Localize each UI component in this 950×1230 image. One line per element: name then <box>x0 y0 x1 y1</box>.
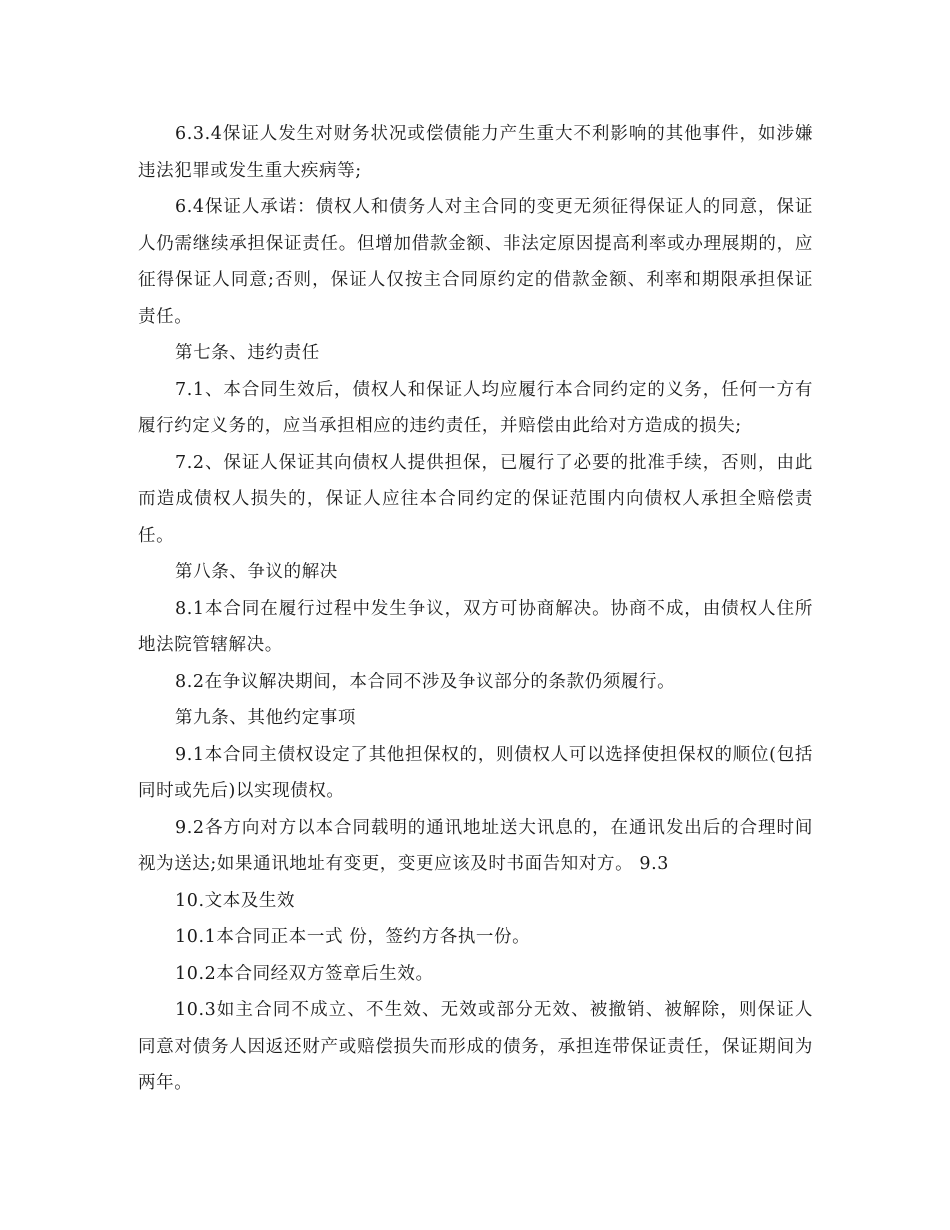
section-heading-article-10: 10.文本及生效 <box>175 890 296 911</box>
clause-6-4: 6.4保证人承诺：债权人和债务人对主合同的变更无须征得保证人的同意，保证人仍需继续承担保证责任。但增加借款金额、非法定原因提高利率或办理展期的，应征得保证人同意;否则，保证人仅按主合同原约定的借款金额、利率和期限承担保证责任。 <box>138 197 813 327</box>
section-heading-article-8: 第八条、争议的解决 <box>175 562 338 582</box>
clause-9-2: 9.2各方向对方以本合同载明的通讯地址送大讯息的，在通讯发出后的合理时间视为送达;如果通讯地址有变更，变更应该及时书面告知对方。 9.3 <box>138 817 813 874</box>
clause-6-3-4: 6.3.4保证人发生对财务状况或偿债能力产生重大不利影响的其他事件，如涉嫌违法犯罪或发生重大疾病等; <box>138 124 813 181</box>
section-heading-article-7: 第七条、违约责任 <box>175 343 320 363</box>
section-heading-article-9: 第九条、其他约定事项 <box>175 708 356 728</box>
document-body <box>138 116 813 1102</box>
clause-8-2: 8.2在争议解决期间，本合同不涉及争议部分的条款仍须履行。 <box>175 671 676 692</box>
clause-7-1: 7.1、本合同生效后，债权人和保证人均应履行本合同约定的义务，任何一方有履行约定义务的，应当承担相应的违约责任，并赔偿由此给对方造成的损失; <box>138 379 813 436</box>
clause-9-1: 9.1本合同主债权设定了其他担保权的，则债权人可以选择使担保权的顺位(包括同时或先后)以实现债权。 <box>138 744 813 801</box>
clause-10-1: 10.1本合同正本一式 份，签约方各执一份。 <box>175 927 531 947</box>
clause-8-1: 8.1本合同在履行过程中发生争议，双方可协商解决。协商不成，由债权人住所地法院管辖解决。 <box>138 598 813 655</box>
clause-10-2: 10.2本合同经双方签章后生效。 <box>175 963 434 984</box>
clause-10-3: 10.3如主合同不成立、不生效、无效或部分无效、被撤销、被解除，则保证人同意对债务人因返还财产或赔偿损失而形成的债务，承担连带保证责任，保证期间为两年。 <box>138 1000 813 1093</box>
clause-7-2: 7.2、保证人保证其向债权人提供担保，已履行了必要的批准手续，否则，由此而造成债权人损失的，保证人应往本合同约定的保证范围内向债权人承担全赔偿责任。 <box>138 452 813 546</box>
